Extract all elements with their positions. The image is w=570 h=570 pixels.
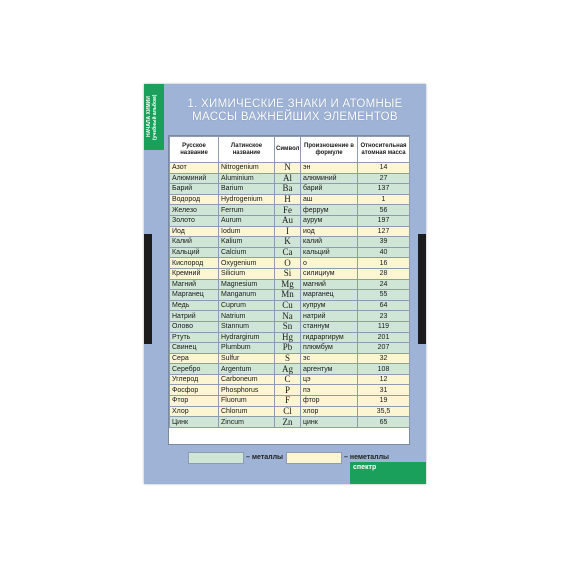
- left-spine-strip: [144, 234, 152, 344]
- cell-russian-name: Калий: [170, 237, 219, 248]
- cell-pronunciation: аурум: [301, 215, 358, 226]
- cell-symbol: C: [275, 374, 301, 385]
- cell-russian-name: Кислород: [170, 258, 219, 269]
- cell-symbol: Fe: [275, 205, 301, 216]
- cell-atomic-mass: 27: [358, 173, 410, 184]
- cell-atomic-mass: 14: [358, 163, 410, 174]
- cell-symbol: Cl: [275, 406, 301, 417]
- cell-symbol: I: [275, 226, 301, 237]
- cell-pronunciation: натрий: [301, 311, 358, 322]
- cell-pronunciation: аш: [301, 194, 358, 205]
- table-row: [170, 332, 410, 343]
- publisher-logo: спектр: [353, 464, 377, 471]
- cell-symbol: Si: [275, 268, 301, 279]
- cell-atomic-mass: 23: [358, 311, 410, 322]
- cell-symbol: Cu: [275, 300, 301, 311]
- cell-russian-name: Кремний: [170, 268, 219, 279]
- cell-latin-name: Magnesium: [219, 279, 275, 290]
- series-label-band: [144, 84, 164, 150]
- cell-latin-name: Hydrargirum: [219, 332, 275, 343]
- cell-russian-name: Свинец: [170, 343, 219, 354]
- cell-pronunciation: гидраргирум: [301, 332, 358, 343]
- cell-atomic-mass: 207: [358, 343, 410, 354]
- table-row: [170, 353, 410, 364]
- cell-latin-name: Phosphorus: [219, 385, 275, 396]
- cell-pronunciation: фтор: [301, 396, 358, 407]
- table-row: [170, 374, 410, 385]
- cell-latin-name: Zincum: [219, 417, 275, 428]
- cell-latin-name: Oxygenium: [219, 258, 275, 269]
- cell-russian-name: Цинк: [170, 417, 219, 428]
- table-row: [170, 163, 410, 174]
- cell-symbol: S: [275, 353, 301, 364]
- table-row: [170, 258, 410, 269]
- cell-russian-name: Олово: [170, 321, 219, 332]
- table-row: [170, 343, 410, 354]
- cell-latin-name: Carboneum: [219, 374, 275, 385]
- cell-atomic-mass: 56: [358, 205, 410, 216]
- cell-latin-name: Natrium: [219, 311, 275, 322]
- legend-metal-swatch: [188, 452, 244, 464]
- cell-symbol: Mg: [275, 279, 301, 290]
- table-row: [170, 364, 410, 375]
- cell-atomic-mass: 108: [358, 364, 410, 375]
- cell-latin-name: Ferrum: [219, 205, 275, 216]
- table-row: [170, 268, 410, 279]
- cell-symbol: N: [275, 163, 301, 174]
- table-row: [170, 385, 410, 396]
- cell-russian-name: Фтор: [170, 396, 219, 407]
- header-latin-name: Латинское название: [219, 137, 275, 163]
- cell-pronunciation: силициум: [301, 268, 358, 279]
- cell-pronunciation: феррум: [301, 205, 358, 216]
- cell-russian-name: Ртуть: [170, 332, 219, 343]
- table-row: [170, 311, 410, 322]
- cell-latin-name: Iodum: [219, 226, 275, 237]
- cell-russian-name: Хлор: [170, 406, 219, 417]
- legend-metal-label: – металлы: [246, 454, 284, 461]
- cell-atomic-mass: 119: [358, 321, 410, 332]
- table-body: [170, 163, 410, 428]
- cell-russian-name: Кальций: [170, 247, 219, 258]
- cell-atomic-mass: 127: [358, 226, 410, 237]
- cell-atomic-mass: 201: [358, 332, 410, 343]
- cell-latin-name: Fluorum: [219, 396, 275, 407]
- cell-pronunciation: магний: [301, 279, 358, 290]
- cell-symbol: Ca: [275, 247, 301, 258]
- cell-atomic-mass: 32: [358, 353, 410, 364]
- cell-pronunciation: цэ: [301, 374, 358, 385]
- series-label: НАЧАЛА ХИМИИ (учебный альбом): [146, 94, 158, 140]
- cell-symbol: K: [275, 237, 301, 248]
- cell-atomic-mass: 1: [358, 194, 410, 205]
- cell-atomic-mass: 40: [358, 247, 410, 258]
- cell-atomic-mass: 39: [358, 237, 410, 248]
- table-row: [170, 279, 410, 290]
- table-row: [170, 226, 410, 237]
- cell-latin-name: Hydrogenium: [219, 194, 275, 205]
- cell-russian-name: Золото: [170, 215, 219, 226]
- cell-atomic-mass: 64: [358, 300, 410, 311]
- cell-atomic-mass: 55: [358, 290, 410, 301]
- cell-latin-name: Sulfur: [219, 353, 275, 364]
- header-atomic-mass: Относительная атомная масса: [358, 137, 410, 163]
- poster-title: [170, 98, 420, 124]
- cell-symbol: Sn: [275, 321, 301, 332]
- cell-latin-name: Chlorum: [219, 406, 275, 417]
- cell-latin-name: Kalium: [219, 237, 275, 248]
- cell-russian-name: Марганец: [170, 290, 219, 301]
- cell-pronunciation: плюмбум: [301, 343, 358, 354]
- cell-latin-name: Cuprum: [219, 300, 275, 311]
- legend-nonmetal-label: – неметаллы: [344, 454, 390, 461]
- cell-russian-name: Водород: [170, 194, 219, 205]
- table-row: [170, 184, 410, 195]
- poster-title-line1: 1. ХИМИЧЕСКИЕ ЗНАКИ И АТОМНЫЕ: [187, 98, 403, 110]
- cell-pronunciation: эс: [301, 353, 358, 364]
- cell-latin-name: Plumbum: [219, 343, 275, 354]
- cell-pronunciation: о: [301, 258, 358, 269]
- header-symbol: Символ: [275, 137, 301, 163]
- table-row: [170, 321, 410, 332]
- cell-atomic-mass: 12: [358, 374, 410, 385]
- table-header-row: [170, 137, 410, 163]
- cell-symbol: F: [275, 396, 301, 407]
- cell-pronunciation: кальций: [301, 247, 358, 258]
- cell-russian-name: Серебро: [170, 364, 219, 375]
- cell-russian-name: Углерод: [170, 374, 219, 385]
- cell-latin-name: Aluminium: [219, 173, 275, 184]
- cell-pronunciation: марганец: [301, 290, 358, 301]
- table-row: [170, 205, 410, 216]
- header-russian-name: Русское название: [170, 137, 219, 163]
- cell-atomic-mass: 19: [358, 396, 410, 407]
- cell-latin-name: Aurum: [219, 215, 275, 226]
- cell-pronunciation: купрум: [301, 300, 358, 311]
- cell-symbol: Au: [275, 215, 301, 226]
- cell-pronunciation: аргентум: [301, 364, 358, 375]
- cell-russian-name: Азот: [170, 163, 219, 174]
- cell-russian-name: Барий: [170, 184, 219, 195]
- table-row: [170, 300, 410, 311]
- table-row: [170, 406, 410, 417]
- cell-latin-name: Argentum: [219, 364, 275, 375]
- cell-pronunciation: пэ: [301, 385, 358, 396]
- table-row: [170, 396, 410, 407]
- legend-nonmetal-swatch: [286, 452, 342, 464]
- cell-atomic-mass: 35,5: [358, 406, 410, 417]
- cell-pronunciation: калий: [301, 237, 358, 248]
- cell-latin-name: Barium: [219, 184, 275, 195]
- poster-title-line2: МАССЫ ВАЖНЕЙШИХ ЭЛЕМЕНТОВ: [192, 111, 398, 123]
- table-row: [170, 194, 410, 205]
- cell-atomic-mass: 197: [358, 215, 410, 226]
- table-row: [170, 173, 410, 184]
- cell-symbol: O: [275, 258, 301, 269]
- publisher-block: [350, 462, 426, 484]
- cell-russian-name: Натрий: [170, 311, 219, 322]
- cell-pronunciation: алюминий: [301, 173, 358, 184]
- cell-symbol: Zn: [275, 417, 301, 428]
- cell-pronunciation: иод: [301, 226, 358, 237]
- table-row: [170, 247, 410, 258]
- cell-latin-name: Nitrogenium: [219, 163, 275, 174]
- cell-symbol: Ag: [275, 364, 301, 375]
- elements-table: [168, 135, 410, 445]
- right-spine-strip: [418, 234, 426, 344]
- cell-pronunciation: хлор: [301, 406, 358, 417]
- cell-russian-name: Магний: [170, 279, 219, 290]
- cell-atomic-mass: 28: [358, 268, 410, 279]
- table-row: [170, 237, 410, 248]
- table-row: [170, 290, 410, 301]
- cell-latin-name: Manganum: [219, 290, 275, 301]
- cell-symbol: Pb: [275, 343, 301, 354]
- cell-russian-name: Алюминий: [170, 173, 219, 184]
- cell-symbol: Na: [275, 311, 301, 322]
- cell-pronunciation: барий: [301, 184, 358, 195]
- cell-symbol: Hg: [275, 332, 301, 343]
- cell-symbol: Mn: [275, 290, 301, 301]
- cell-russian-name: Иод: [170, 226, 219, 237]
- cell-pronunciation: цинк: [301, 417, 358, 428]
- cell-symbol: Al: [275, 173, 301, 184]
- cell-atomic-mass: 16: [358, 258, 410, 269]
- cell-symbol: Ba: [275, 184, 301, 195]
- cell-russian-name: Железо: [170, 205, 219, 216]
- cell-latin-name: Silicium: [219, 268, 275, 279]
- table-row: [170, 417, 410, 428]
- cell-latin-name: Calcium: [219, 247, 275, 258]
- cell-russian-name: Сера: [170, 353, 219, 364]
- cell-atomic-mass: 24: [358, 279, 410, 290]
- cell-pronunciation: станнум: [301, 321, 358, 332]
- cell-pronunciation: эн: [301, 163, 358, 174]
- cell-latin-name: Stannum: [219, 321, 275, 332]
- table-row: [170, 215, 410, 226]
- cell-russian-name: Медь: [170, 300, 219, 311]
- cell-atomic-mass: 65: [358, 417, 410, 428]
- cell-symbol: P: [275, 385, 301, 396]
- header-pronunciation: Произношение в формуле: [301, 137, 358, 163]
- cell-atomic-mass: 137: [358, 184, 410, 195]
- cell-atomic-mass: 31: [358, 385, 410, 396]
- cell-russian-name: Фосфор: [170, 385, 219, 396]
- poster: [144, 84, 426, 484]
- cell-symbol: H: [275, 194, 301, 205]
